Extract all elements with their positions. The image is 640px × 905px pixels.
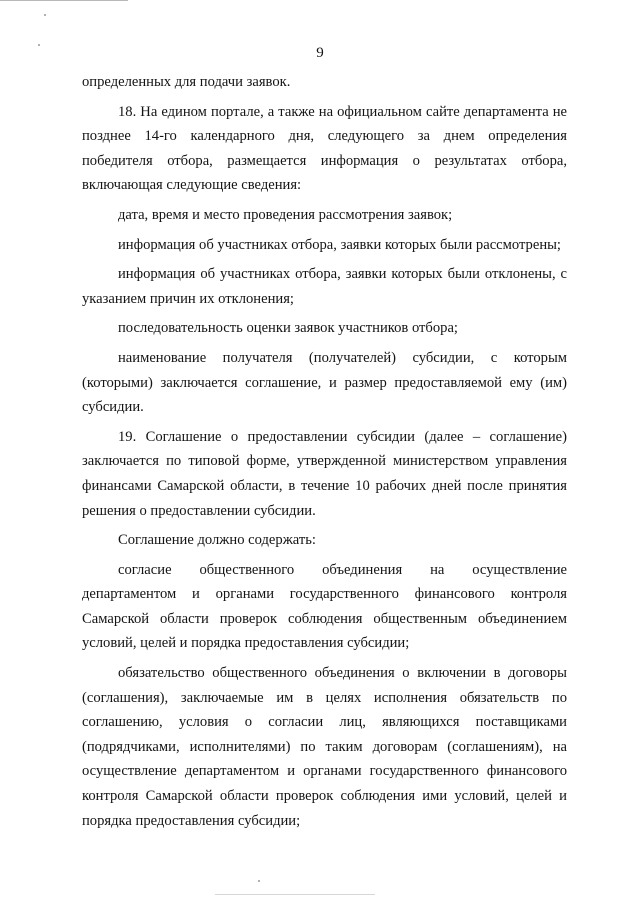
document-body (82, 70, 567, 833)
paragraph-list-item: согласие общественного объединения на осуществление департаментом и органами государственного финансового контроля Самарской области проверок соблюдения общественным объединением условий, целей и порядка предоставления субсидии; (82, 561, 567, 652)
paragraph-list-item: дата, время и место проведения рассмотрения заявок; (118, 206, 453, 223)
scan-speck (38, 44, 40, 46)
paragraph-item-19: 19. Соглашение о предоставлении субсидии (далее – соглашение) заключается по типовой форме, утвержденной министерством управления финансами Самарской области, в течение 10 рабочих дней после принятия решения о предоставлении субсидии. (82, 428, 567, 519)
scan-speck (258, 880, 260, 882)
paragraph-intro: Соглашение должно содержать: (118, 532, 316, 549)
paragraph-list-item: информация об участниках отбора, заявки которых были рассмотрены; (118, 236, 561, 253)
scan-speck (44, 14, 46, 16)
page-number: 9 (316, 45, 324, 61)
paragraph-continuation: определенных для подачи заявок. (82, 74, 291, 90)
scan-artifact-top (0, 0, 128, 1)
paragraph-item-18: 18. На едином портале, а также на официальном сайте департамента не позднее 14-го календарного дня, следующего за днем определения победителя отбора, размещается информация о результатах отбора, включающая следующие сведения: (82, 103, 567, 194)
paragraph-list-item: наименование получателя (получателей) субсидии, с которым (которыми) заключается соглашение, и размер предоставляемой ему (им) субсидии. (82, 349, 567, 416)
scan-artifact-bottom (215, 894, 375, 895)
paragraph-list-item: информация об участниках отбора, заявки которых были отклонены, с указанием причин их отклонения; (82, 266, 567, 307)
paragraph-list-item: последовательность оценки заявок участников отбора; (118, 320, 458, 337)
paragraph-list-item: обязательство общественного объединения о включении в договоры (соглашения), заключаемые им в целях исполнения обязательств по соглашению, условия о согласии лиц, являющихся поставщиками (подрядчиками, исполнителями) по таким договорам (соглашениям), на осуществление департаментом и органами государственного финансового контроля Самарской области проверок соблюдения ими условий, целей и порядка предоставления субсидии; (82, 665, 567, 829)
